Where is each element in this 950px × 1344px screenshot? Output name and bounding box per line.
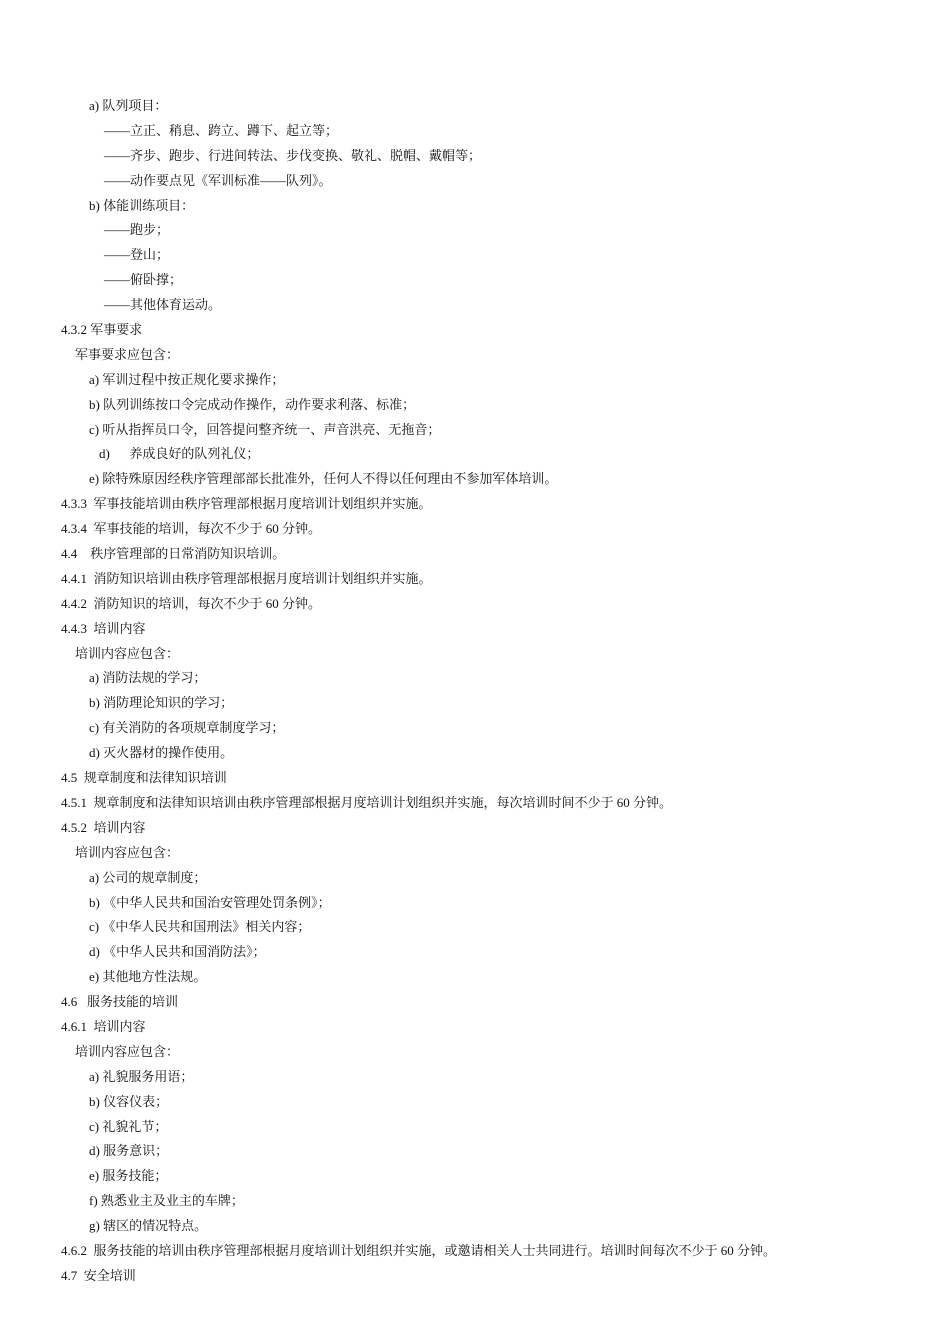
text-line: c) 有关消防的各项规章制度学习； [89,720,285,736]
text-line: 培训内容应包含： [75,1043,180,1059]
text-line: d) 《中华人民共和国消防法》； [89,944,266,960]
text-line: b) 消防理论知识的学习； [89,695,234,711]
text-line: a) 军训过程中按正规化要求操作； [89,371,285,387]
text-line: b) 体能训练项目： [89,197,195,213]
section-heading: 4.4 秩序管理部的日常消防知识培训。 [61,546,286,562]
section-heading: 4.7 安全培训 [61,1267,136,1283]
text-line: c) 礼貌礼节； [89,1118,168,1134]
text-line: d) 养成良好的队列礼仪； [99,446,260,462]
text-line: c) 听从指挥员口令，回答提问整齐统一、声音洪亮、无拖音； [89,421,441,437]
text-line: a) 队列项目： [89,98,168,113]
section-heading: 4.4.2 消防知识的培训，每次不少于 60 分钟。 [61,595,322,611]
text-line: c) 《中华人民共和国刑法》相关内容； [89,919,311,935]
document-page [0,94,950,1289]
section-heading: 4.6.2 服务技能的培训由秩序管理部根据月度培训计划组织并实施，或邀请相关人士共同进行。培训时间每次不少于 60 分钟。 [61,1242,777,1258]
text-line: ——登山； [104,247,170,263]
section-heading: 4.4.3 培训内容 [61,620,146,636]
text-line: e) 服务技能； [89,1168,168,1184]
text-line: ——跑步； [104,222,170,238]
text-line: ——其他体育运动。 [104,297,222,313]
text-line: b) 仪容仪表； [89,1093,169,1109]
text-line: 培训内容应包含： [75,645,180,661]
section-heading: 4.4.1 消防知识培训由秩序管理部根据月度培训计划组织并实施。 [61,570,432,586]
text-line: ——齐步、跑步、行进间转法、步伐变换、敬礼、脱帽、戴帽等； [104,147,482,163]
text-line: 培训内容应包含： [75,844,180,860]
text-line: b) 《中华人民共和国治安管理处罚条例》； [89,894,331,910]
section-heading: 4.5.1 规章制度和法律知识培训由秩序管理部根据月度培训计划组织并实施，每次培训时间不少于 60 分钟。 [61,794,673,810]
text-line: b) 队列训练按口令完成动作操作，动作要求利落、标准； [89,396,416,412]
text-line: e) 其他地方性法规。 [89,969,207,985]
section-heading: 4.6 服务技能的培训 [61,994,179,1010]
text-line: f) 熟悉业主及业主的车牌； [89,1193,244,1209]
section-heading: 4.3.4 军事技能的培训，每次不少于 60 分钟。 [61,521,322,537]
text-line: ——立正、稍息、跨立、蹲下、起立等； [104,122,339,138]
text-line: ——动作要点见《军训标准——队列》。 [104,172,332,188]
section-heading: 4.3.3 军事技能培训由秩序管理部根据月度培训计划组织并实施。 [61,496,432,512]
text-line: g) 辖区的情况特点。 [89,1218,208,1234]
text-line: e) 除特殊原因经秩序管理部部长批准外，任何人不得以任何理由不参加军体培训。 [89,471,558,487]
text-line: ——俯卧撑； [104,272,183,288]
section-heading: 4.3.2 军事要求 [61,322,143,338]
text-line: 军事要求应包含： [75,346,180,362]
text-line: a) 消防法规的学习； [89,670,207,686]
text-line: d) 灭火器材的操作使用。 [89,745,234,761]
text-line: d) 服务意识； [89,1143,169,1159]
section-heading: 4.5.2 培训内容 [61,819,146,835]
section-heading: 4.5 规章制度和法律知识培训 [61,770,227,786]
text-line: a) 公司的规章制度； [89,869,207,885]
text-line: a) 礼貌服务用语； [89,1068,194,1084]
section-heading: 4.6.1 培训内容 [61,1018,146,1034]
